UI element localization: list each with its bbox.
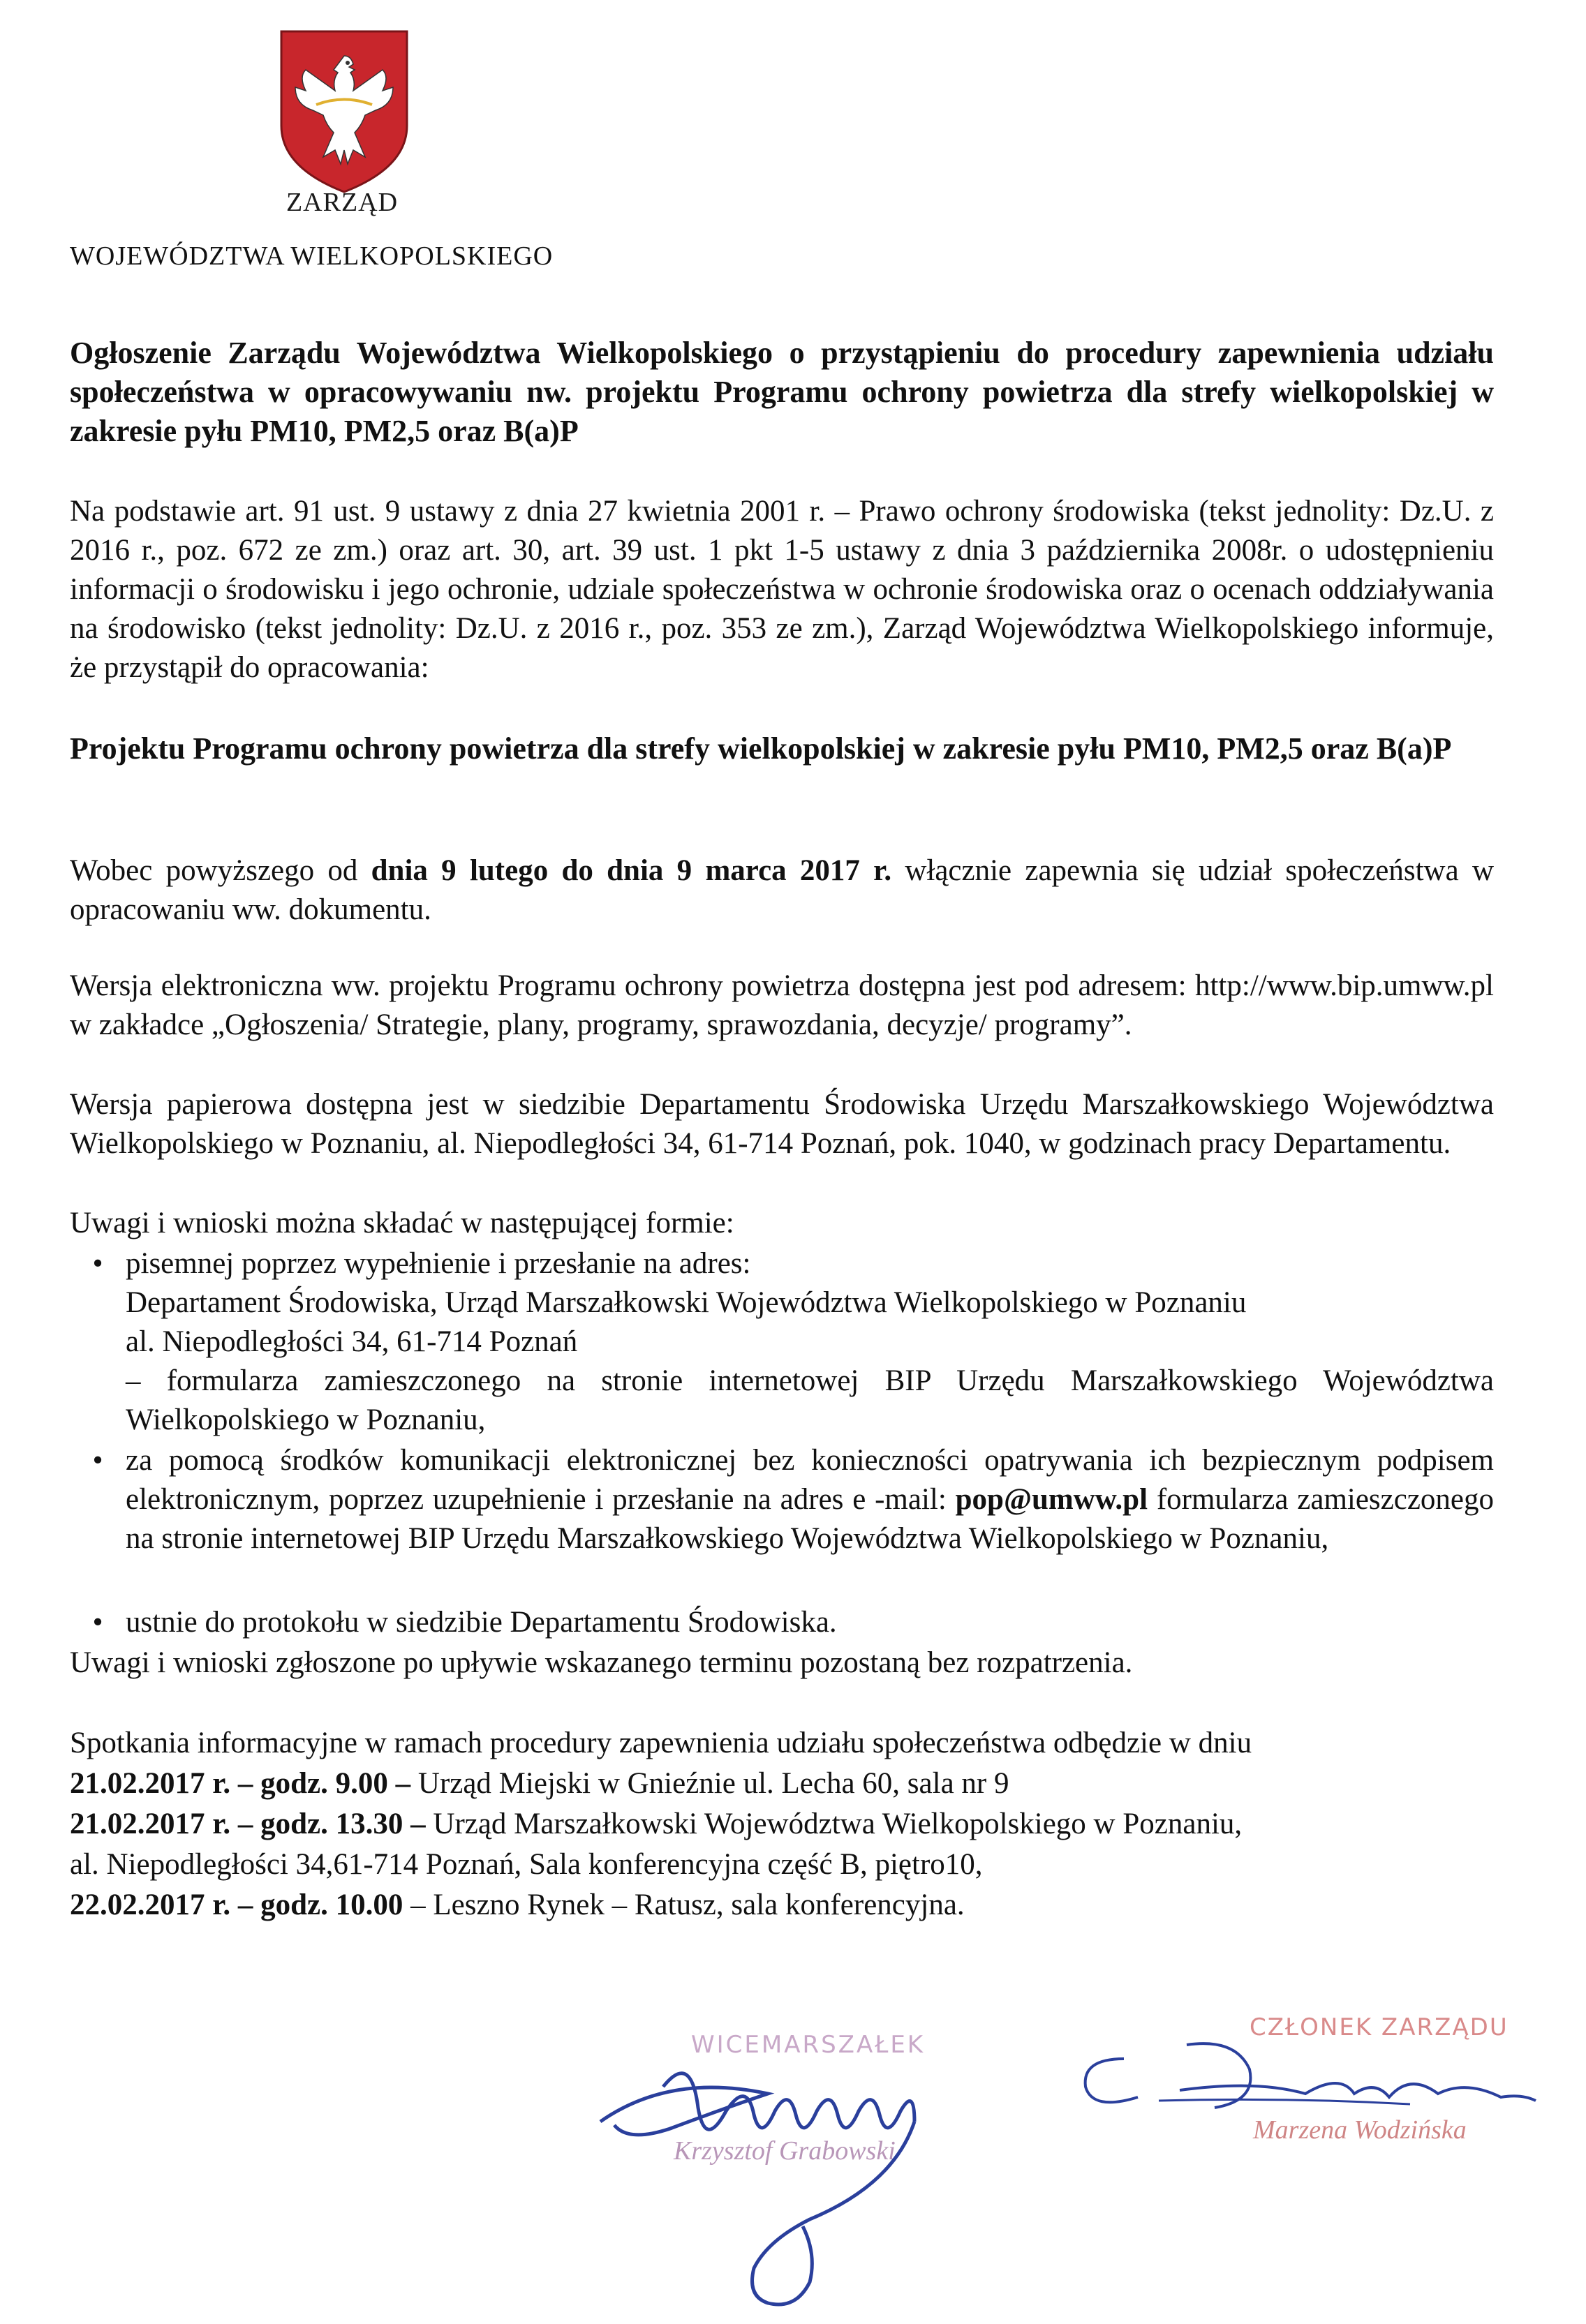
meeting-2-where: Urząd Marszałkowski Województwa Wielkopolskiego w Poznaniu,	[425, 1808, 1243, 1840]
legal-basis-paragraph: Na podstawie art. 91 ust. 9 ustawy z dnia 27 kwietnia 2001 r. – Prawo ochrony środowiska (tekst jednolity: Dz.U. z 2016 r., poz. 672 ze zm.) oraz art. 30, art. 39 ust. 1 pkt 1-5 ustawy z dnia 3 października 2008r. o udostępnieniu informacji o środowisku i jego ochronie, udziale społeczeństwa w ochronie środowiska oraz o ocenach oddziaływania na środowisko (tekst jednolity: Dz.U. z 2016 r., poz. 353 ze zm.), Zarząd Województwa Wielkopolskiego informuje, że przystąpił do opracowania:	[70, 495, 1494, 684]
bullet-oral-text: ustnie do protokołu w siedzibie Departamentu Środowiska.	[126, 1606, 837, 1639]
bullet-dot-icon: •	[92, 1247, 103, 1280]
vice-marshal-name: Krzysztof Grabowski	[674, 2136, 896, 2166]
coat-of-arms-crest	[278, 28, 410, 195]
consultation-period-paragraph	[70, 851, 1494, 930]
meeting-1	[70, 1764, 1494, 1803]
period-text-before: Wobec powyższego od	[70, 854, 371, 887]
bullet-written-address-line1: Departament Środowiska, Urząd Marszałkowski Województwa Wielkopolskiego w Poznaniu	[126, 1286, 1247, 1319]
remarks-intro: Uwagi i wnioski można składać w następującej formie:	[70, 1207, 734, 1239]
bullet-written-text: pisemnej poprzez wypełnienie i przesłanie na adres:	[126, 1247, 751, 1280]
period-text-after: włącznie zapewnia się udział społeczeństwa w opracowaniu ww. dokumentu.	[70, 854, 1495, 926]
bullet-oral	[84, 1603, 1494, 1642]
meeting-2-when: 21.02.2017 r. – godz. 13.30 –	[70, 1808, 426, 1840]
bullet-electronic-text: za pomocą środków komunikacji elektronicznej bez konieczności opatrywania ich bezpiecznym podpisem elektronicznym, poprzez uzupełnienie i przesłanie na adres e -mail:	[126, 1444, 1494, 1516]
meeting-3-when: 22.02.2017 r. – godz. 10.00	[70, 1889, 403, 1921]
board-member-name: Marzena Wodzińska	[1253, 2115, 1467, 2145]
meeting-3	[70, 1886, 1494, 1925]
vice-marshal-signature	[586, 2045, 977, 2324]
meeting-1-where: Urząd Miejski w Gnieźnie ul. Lecha 60, sala nr 9	[410, 1767, 1009, 1800]
paper-version-paragraph: Wersja papierowa dostępna jest w siedzibie Departamentu Środowiska Urzędu Marszałkowskiego Województwa Wielkopolskiego w Poznaniu, al. Niepodległości 34, 61-714 Poznań, pok. 1040, w godzinach pracy Departamentu.	[70, 1088, 1494, 1160]
bullet-dot-icon: •	[92, 1444, 103, 1477]
board-member-stamp: CZŁONEK ZARZĄDU	[1250, 2013, 1509, 2041]
meetings-intro: Spotkania informacyjne w ramach procedury zapewnienia udziału społeczeństwa odbędzie w dniu	[70, 1727, 1252, 1759]
bullet-electronic	[84, 1441, 1494, 1602]
header-title: ZARZĄD	[286, 188, 399, 217]
bullet-written-address-line2: al. Niepodległości 34, 61-714 Poznań	[126, 1325, 578, 1358]
meeting-2	[70, 1805, 1494, 1844]
bullet-written	[84, 1244, 1494, 1436]
meeting-3-where: – Leszno Rynek – Ratusz, sala konferencyjna.	[403, 1889, 965, 1921]
announcement-title: Ogłoszenie Zarządu Województwa Wielkopolskiego o przystąpieniu do procedury zapewnienia udziału społeczeństwa w opracowywaniu nw. projektu Programu ochrony powietrza dla strefy wielkopolskiej w zakresie pyłu PM10, PM2,5 oraz B(a)P	[70, 336, 1494, 448]
meeting-2-address: al. Niepodległości 34,61-714 Poznań, Sala konferencyjna część B, piętro10,	[70, 1848, 983, 1881]
bullet-electronic-text-after: formularza zamieszczonego na stronie internetowej BIP Urzędu Marszałkowskiego Województwa Wielkopolskiego w Poznaniu,	[126, 1483, 1494, 1555]
board-member-signature	[1075, 2031, 1550, 2129]
header-subtitle: WOJEWÓDZTWA WIELKOPOLSKIEGO	[70, 241, 554, 271]
meeting-1-when: 21.02.2017 r. – godz. 9.00 –	[70, 1767, 411, 1800]
electronic-version-paragraph: Wersja elektroniczna ww. projektu Programu ochrony powietrza dostępna jest pod adresem: http://www.bip.umww.pl w zakładce „Ogłoszenia/ Strategie, plany, programy, sprawozdania, decyzje/ programy”.	[70, 969, 1494, 1041]
vice-marshal-stamp: WICEMARSZAŁEK	[691, 2031, 926, 2059]
late-remarks-note: Uwagi i wnioski zgłoszone po upływie wskazanego terminu pozostaną bez rozpatrzenia.	[70, 1646, 1133, 1679]
project-title: Projektu Programu ochrony powietrza dla strefy wielkopolskiej w zakresie pyłu PM10, PM2,5 oraz B(a)P	[70, 731, 1452, 766]
bullet-dot-icon: •	[92, 1606, 103, 1639]
period-dates: dnia 9 lutego do dnia 9 marca 2017 r.	[371, 854, 892, 887]
bullet-written-form: – formularza zamieszczonego na stronie internetowej BIP Urzędu Marszałkowskiego Województwa Wielkopolskiego w Poznaniu,	[126, 1364, 1494, 1436]
email-link[interactable]: pop@umww.pl	[955, 1483, 1148, 1516]
